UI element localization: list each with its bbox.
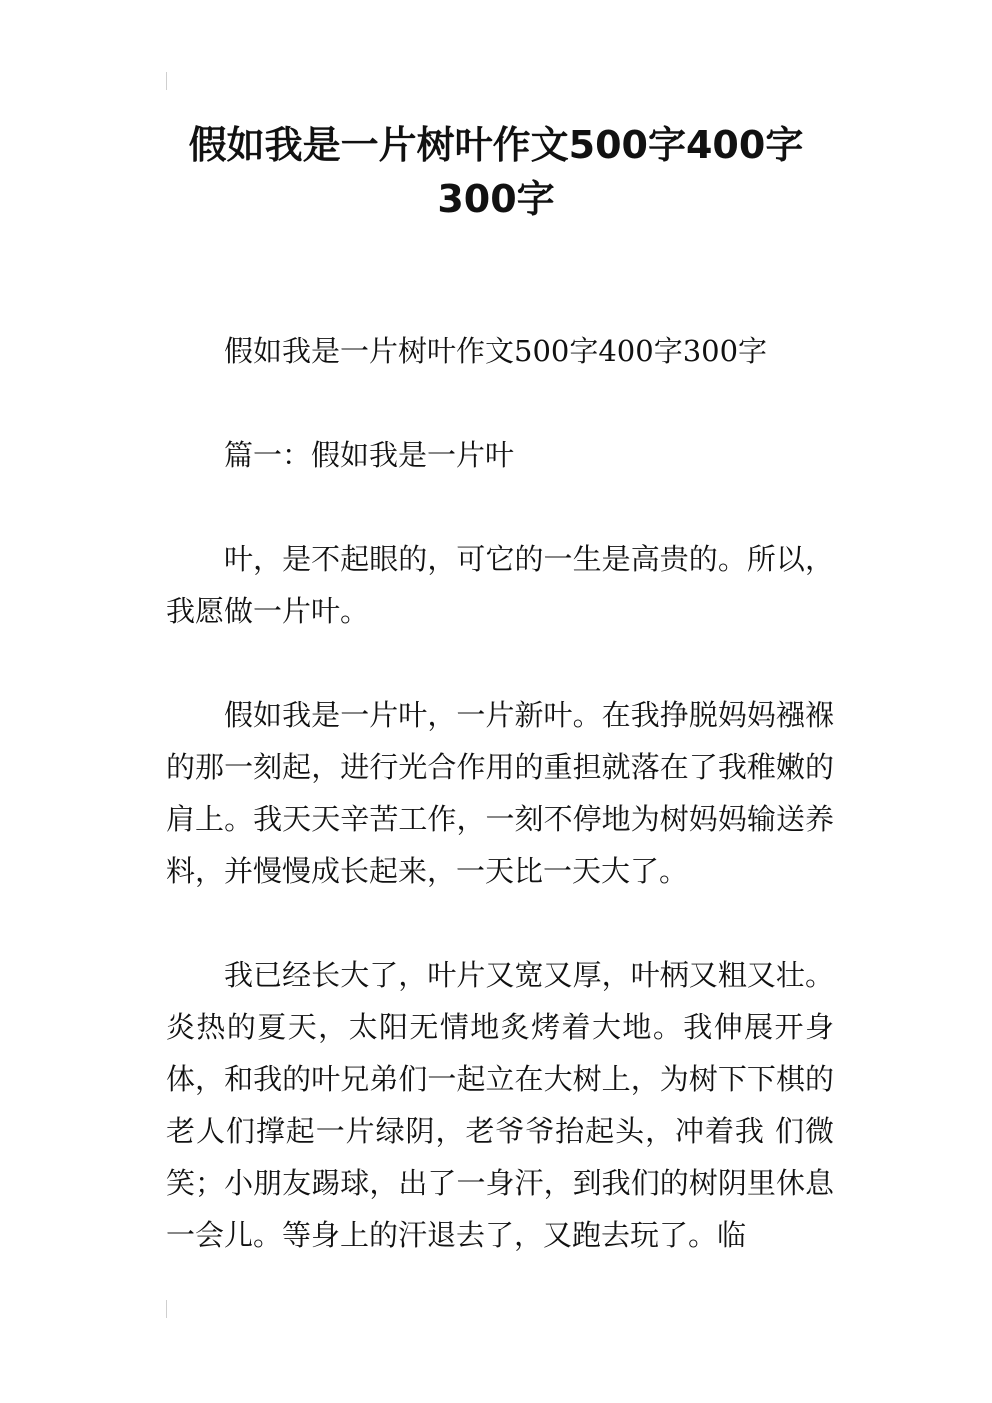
- document-title-line2: 300字: [437, 177, 555, 221]
- document-title-line1: 假如我是一片树叶作文500字400字: [188, 123, 804, 167]
- section-heading: 篇一：假如我是一片叶: [224, 438, 515, 472]
- body-paragraph: 我已经长大了，叶片又宽又厚，叶柄又粗又壮。炎热的夏天，太阳无情地炙烤着大地。我伸展开身体，和我的叶兄弟们一起立在大树上，为树下下棋的老人们撑起一片绿阴，老爷爷抬起头，冲着我 们微笑；小朋友踢球，出了一身汗，到我们的树阴里休息一会儿。等身上的汗退去了，又跑去玩了。临: [166, 958, 834, 1252]
- document-body: [166, 325, 834, 1313]
- document-title: [150, 118, 842, 226]
- body-paragraph: 假如我是一片叶，一片新叶。在我挣脱妈妈襁褓的那一刻起，进行光合作用的重担就落在了我稚嫩的肩上。我天天辛苦工作，一刻不停地为树妈妈输送养料，并慢慢成长起来，一天比一天大了。: [166, 698, 834, 888]
- page-corner-mark-top: [166, 72, 167, 90]
- page-corner-mark-bottom: [166, 1300, 167, 1318]
- subtitle-paragraph: 假如我是一片树叶作文500字400字300字: [224, 334, 768, 368]
- body-paragraph: 叶，是不起眼的，可它的一生是高贵的。所以，我愿做一片叶。: [166, 542, 834, 628]
